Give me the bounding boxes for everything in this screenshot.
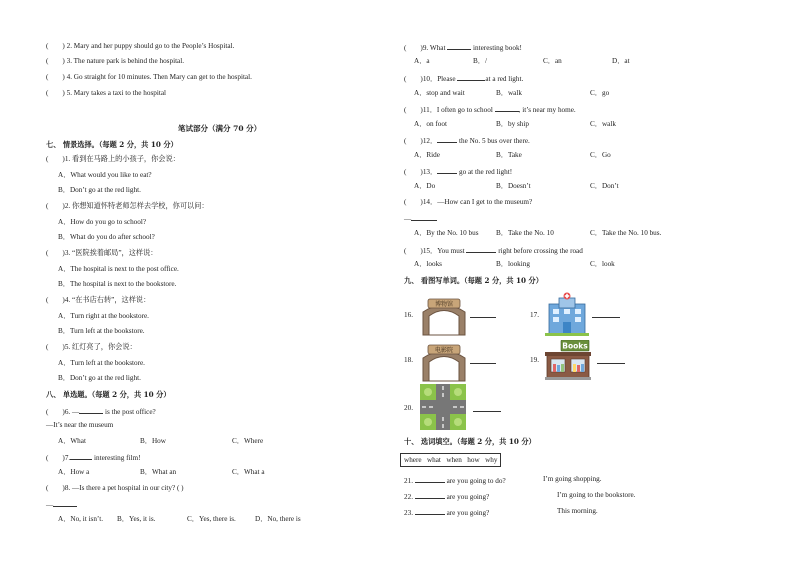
- tf-item-5: ( ) 5. Mary takes a taxi to the hospital: [46, 89, 167, 97]
- q16-answer-line: [470, 310, 496, 318]
- q7-option-a: A．How a: [58, 468, 90, 476]
- q2-stem: ( )2. 你想知道怀特老师怎样去学校，你可以问：: [46, 202, 209, 210]
- q8-option-b: B．Yes, it is.: [117, 515, 156, 523]
- q18-number: 18.: [404, 356, 413, 364]
- q14-stem: ( )14．—How can I get to the museum?: [404, 198, 533, 206]
- q10-option-c: C．go: [590, 89, 610, 97]
- q19-answer-line: [597, 356, 625, 364]
- q3-stem: ( )3. “医院挨着邮局”，这样说：: [46, 249, 158, 257]
- q13-option-b: B．Doesn’t: [496, 182, 531, 190]
- museum-picture: [420, 296, 468, 336]
- q8-stem: ( )8. —Is there a pet hospital in our city? ( ): [46, 484, 184, 492]
- section-9-heading: 九、 看图写单词。（每题 2 分，共 10 分）: [404, 276, 543, 285]
- q11-option-a: A．on foot: [414, 120, 447, 128]
- q12-option-a: A．Ride: [414, 151, 440, 159]
- q7-stem: ( )7. interesting film!: [46, 454, 141, 462]
- q1-option-b: B．Don’t go at the red light.: [58, 186, 141, 194]
- word-bank-item: what: [426, 456, 441, 464]
- q22-line: 22. are you going?: [404, 493, 490, 501]
- word-bank: [400, 453, 501, 467]
- section-8-heading: 八、 单选题。（每题 2 分，共 10 分）: [46, 390, 171, 399]
- q9-option-a: A．a: [414, 57, 430, 65]
- tf-item-2: ( ) 2. Mary and her puppy should go to the People’s Hospital.: [46, 42, 235, 50]
- q14-option-b: B．Take the No. 10: [496, 229, 554, 237]
- q6-option-a: A．What: [58, 437, 86, 445]
- section-7-heading: 七、 情景选择。（每题 2 分，共 10 分）: [46, 140, 178, 149]
- word-bank-item: how: [467, 456, 480, 464]
- tf-item-3: ( ) 3. The nature park is behind the hospital.: [46, 57, 185, 65]
- q13-option-c: C．Don’t: [590, 182, 619, 190]
- q3-option-b: B．The hospital is next to the bookstore.: [58, 280, 177, 288]
- section-written-title: 笔试部分（满分 70 分）: [178, 124, 262, 133]
- q13-option-a: A．Do: [414, 182, 436, 190]
- q23-answer: This morning.: [557, 507, 598, 515]
- q11-stem: ( )11．I often go to school , it’s near my home.: [404, 106, 576, 114]
- q20-answer-line: [473, 404, 501, 412]
- q2-option-a: A．How do you go to school?: [58, 218, 147, 226]
- section-10-heading: 十、 选词填空。（每题 2 分，共 10 分）: [404, 437, 536, 446]
- word-bank-item: why: [485, 456, 498, 464]
- cinema-sign-text: 电影院: [434, 347, 454, 354]
- q17-number: 17.: [530, 311, 539, 319]
- museum-sign-text: 博物馆: [434, 301, 454, 308]
- q10-option-b: B．walk: [496, 89, 522, 97]
- q15-option-c: C．look: [590, 260, 615, 268]
- q9-option-b: B．/: [473, 57, 487, 65]
- q18-answer-line: [470, 356, 496, 364]
- q12-stem: ( )12． the No. 5 bus over there.: [404, 137, 530, 145]
- q10-option-a: A．stop and wait: [414, 89, 465, 97]
- q3-option-a: A．The hospital is next to the post office.: [58, 265, 179, 273]
- cinema-picture: [420, 342, 468, 382]
- bookstore-picture: [545, 340, 591, 380]
- q5-option-b: B．Don’t go at the red light.: [58, 374, 141, 382]
- q22-answer: I’m going to the bookstore.: [557, 491, 636, 499]
- q6-option-b: B．How: [140, 437, 166, 445]
- q5-stem: ( )5. 红灯亮了，你会说：: [46, 343, 137, 351]
- q8-option-c: C．Yes, there is.: [187, 515, 236, 523]
- q15-stem: ( )15．You must right before crossing the road: [404, 247, 583, 255]
- q11-option-b: B．by ship: [496, 120, 529, 128]
- q8-option-d: D．No, there is: [255, 515, 301, 523]
- q19-number: 19.: [530, 356, 539, 364]
- hospital-picture: [545, 292, 589, 336]
- q20-number: 20.: [404, 404, 413, 412]
- q12-option-c: C．Go: [590, 151, 611, 159]
- q15-option-b: B．looking: [496, 260, 530, 268]
- q4-option-a: A．Turn right at the bookstore.: [58, 312, 149, 320]
- q15-option-a: A．looks: [414, 260, 442, 268]
- q8-option-a: A．No, it isn’t.: [58, 515, 103, 523]
- books-sign-text: Books: [562, 341, 588, 351]
- q6-reply: —It’s near the museum: [46, 421, 114, 429]
- q1-option-a: A．What would you like to eat?: [58, 171, 152, 179]
- q21-line: 21. are you going to do?: [404, 477, 506, 485]
- q16-number: 16.: [404, 311, 413, 319]
- q14-reply: —: [404, 213, 437, 224]
- q9-option-d: D．at: [612, 57, 630, 65]
- q6-option-c: C．Where: [232, 437, 264, 445]
- q7-option-c: C．What a: [232, 468, 265, 476]
- q8-reply: —: [46, 499, 77, 510]
- q7-option-b: B．What an: [140, 468, 177, 476]
- word-bank-item: when: [446, 456, 462, 464]
- q11-option-c: C．walk: [590, 120, 616, 128]
- q9-stem: ( )9. What interesting book!: [404, 44, 522, 52]
- q21-answer: I’m going shopping.: [543, 475, 602, 483]
- q1-stem: ( )1. 看到在马路上的小孩子，你会说：: [46, 155, 180, 163]
- q4-stem: ( )4. “在书店右转”，这样说：: [46, 296, 151, 304]
- q23-line: 23. are you going?: [404, 509, 490, 517]
- q4-option-b: B．Turn left at the bookstore.: [58, 327, 145, 335]
- tf-item-4: ( ) 4. Go straight for 10 minutes. Then Mary can get to the hospital.: [46, 73, 252, 81]
- q10-stem: ( )10．Please at a red light.: [404, 75, 524, 83]
- q6-stem: ( )6. — is the post office?: [46, 408, 156, 416]
- q14-option-c: C．Take the No. 10 bus.: [590, 229, 662, 237]
- q2-option-b: B．What do you do after school?: [58, 233, 155, 241]
- q17-answer-line: [592, 310, 620, 318]
- q9-option-c: C．an: [543, 57, 562, 65]
- q13-stem: ( )13． go at the red light!: [404, 168, 513, 176]
- q5-option-a: A．Turn left at the bookstore.: [58, 359, 145, 367]
- word-bank-item: where: [404, 456, 422, 464]
- crossroads-picture: [420, 384, 466, 430]
- q12-option-b: B．Take: [496, 151, 522, 159]
- q14-option-a: A．By the No. 10 bus: [414, 229, 479, 237]
